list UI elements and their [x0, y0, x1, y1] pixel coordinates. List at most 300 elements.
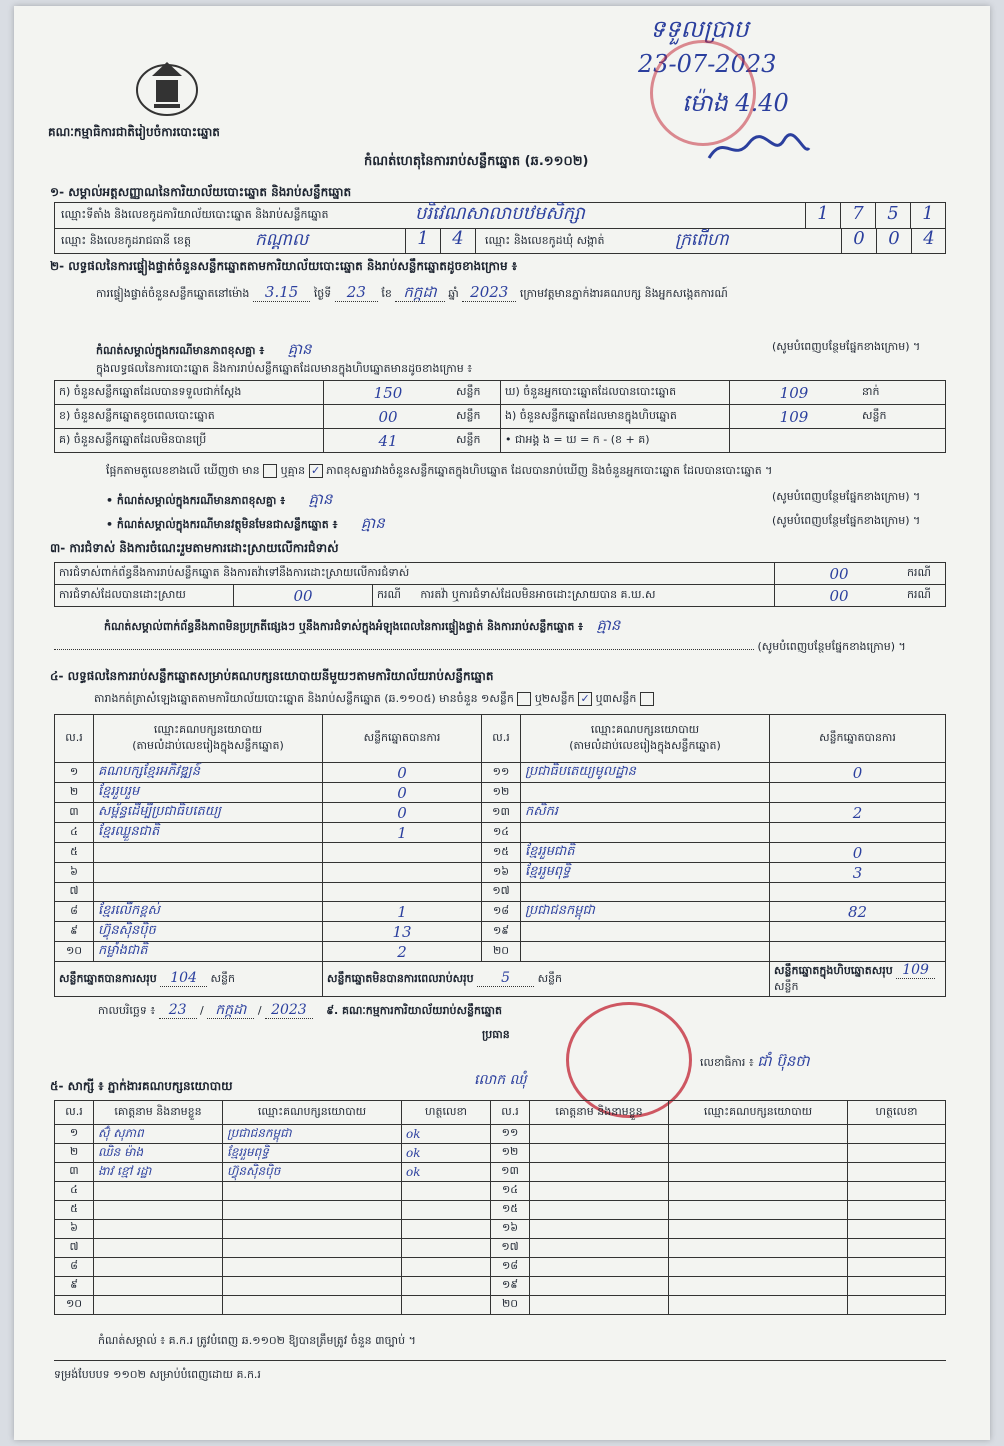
s4-opt2: ឬ២សន្លឹក — [534, 692, 575, 705]
witness-sign — [402, 1258, 491, 1277]
row-no: ៣ — [55, 803, 94, 823]
code-digit: 0 — [877, 228, 912, 253]
s2-row — [55, 405, 946, 429]
witness-sign — [848, 1163, 946, 1182]
s2-row-value-r — [730, 429, 859, 453]
date-line: កាលបរិច្ឆេទ ៖ 23 / កក្កដា / 2023 ៩. គណៈកម្មការការិយាល័យរាប់សន្លឹកឆ្នោត — [98, 1002, 502, 1018]
s4-intro-line — [94, 692, 944, 708]
date-month: កក្កដា — [207, 1002, 254, 1019]
row-no: ៤ — [55, 823, 94, 843]
party-name — [94, 863, 323, 883]
witness-party — [669, 1144, 848, 1163]
s2-row-label-r: • ជាអង្គ ង = ឃ = ក - (ខ + គ) — [501, 429, 730, 453]
section4-heading: ៤- លទ្ធផលនៃការរាប់សន្លឹកឆ្នោតសម្រាប់គណបក្សនយោបាយនីមួយៗតាមការិយាល័យរាប់សន្លឹកឆ្នោត — [50, 669, 494, 683]
vote-count: 2 — [323, 942, 482, 962]
vote-count: 0 — [770, 763, 946, 783]
vote-count: 2 — [770, 803, 946, 823]
table-row — [55, 763, 946, 783]
table-row — [55, 1220, 946, 1239]
row-no: ១៣ — [482, 803, 521, 823]
row-no: ៩ — [55, 1277, 94, 1296]
witness-party: ខ្មែររួមពុទ្ធិ — [223, 1144, 402, 1163]
party-name: កសិករ — [521, 803, 770, 823]
witness-sign — [402, 1201, 491, 1220]
witness-name — [530, 1163, 669, 1182]
s2-row-unit: សន្លឹក — [452, 405, 501, 429]
col-party-sub: (តាមលំដាប់លេខរៀងក្នុងសន្លឹកឆ្នោត) — [132, 738, 284, 752]
party-name: ហ៊្វុនស៊ិនប៉ិច — [94, 922, 323, 942]
sheet3-checkbox[interactable] — [640, 692, 654, 706]
diff-line — [106, 464, 946, 480]
s3-please-note: (សូមបំពេញបន្ថែមផ្នែកខាងក្រោម) ។ — [757, 640, 906, 653]
table-row — [55, 1239, 946, 1258]
bullet2-note: (សូមបំពេញបន្ថែមផ្នែកខាងក្រោម) ។ — [772, 514, 921, 527]
witness-sign — [402, 1296, 491, 1315]
day-value: 23 — [335, 283, 378, 302]
total-valid-unit: សន្លឹក — [210, 972, 235, 985]
table-row — [55, 803, 946, 823]
row-no: ១៦ — [491, 1220, 530, 1239]
s2-row-label-r: ឃ) ចំនួនអ្នកបោះឆ្នោតដែលបានបោះឆ្នោត — [501, 381, 730, 405]
witness-party — [669, 1163, 848, 1182]
bullet1-value: គ្មាន — [308, 490, 333, 508]
witness-party — [669, 1277, 848, 1296]
date-year: 2023 — [265, 1002, 313, 1019]
s2-row — [55, 429, 946, 453]
q-label: កំណត់សម្គាល់ក្នុងករណីមានភាពខុសគ្នា ៖ — [96, 344, 265, 357]
committee-label: ៩. គណៈកម្មការការិយាល័យរាប់សន្លឹកឆ្នោត — [326, 1004, 502, 1017]
table-row — [55, 1277, 946, 1296]
w-col-sign: ហត្ថលេខា — [848, 1101, 946, 1125]
row-no: ១១ — [482, 763, 521, 783]
s2-row-label: គ) ចំនួនសន្លឹកឆ្នោតដែលមិនបានប្រើ — [55, 429, 324, 453]
section2-heading: ២- លទ្ធផលនៃការផ្ទៀងផ្ទាត់ចំនួនសន្លឹកឆ្នោតតាមការិយាល័យបោះឆ្នោត និងរាប់សន្លឹកឆ្នោតដូចខាងក្រោម ៖ — [50, 259, 518, 273]
witness-name — [530, 1277, 669, 1296]
table-row — [55, 843, 946, 863]
row-no: ១៤ — [491, 1182, 530, 1201]
bullet2-value: គ្មាន — [360, 514, 385, 532]
witness-sign — [848, 1239, 946, 1258]
party-name — [94, 843, 323, 863]
witness-party — [223, 1277, 402, 1296]
witness-name: ស៊ុំ សុភាព — [94, 1125, 223, 1144]
witness-sign — [848, 1277, 946, 1296]
witness-name — [94, 1201, 223, 1220]
party-name — [521, 883, 770, 902]
section1-row1-label: ឈ្មោះទីតាំង និងលេខកូដការិយាល័យបោះឆ្នោត និងរាប់សន្លឹកឆ្នោត — [61, 208, 329, 221]
vote-count: 3 — [770, 863, 946, 883]
table-row — [55, 902, 946, 922]
total-valid-cell — [55, 962, 323, 997]
row-no: ១៣ — [491, 1163, 530, 1182]
row-no: ៦ — [55, 863, 94, 883]
witness-party — [669, 1239, 848, 1258]
vote-count — [770, 883, 946, 902]
diff-yes-checkbox[interactable] — [263, 464, 277, 478]
witness-name — [94, 1277, 223, 1296]
code-digit: 4 — [441, 228, 476, 253]
witness-sign: ok — [402, 1163, 491, 1182]
witness-sign — [848, 1296, 946, 1315]
row-no: ២ — [55, 783, 94, 803]
date-label: កាលបរិច្ឆេទ ៖ — [98, 1004, 156, 1017]
witness-name — [94, 1220, 223, 1239]
witness-party — [669, 1258, 848, 1277]
code-digit: 7 — [841, 203, 876, 228]
row-no: ៤ — [55, 1182, 94, 1201]
vote-count — [770, 783, 946, 803]
row-no: ១៥ — [482, 843, 521, 863]
witness-name — [530, 1144, 669, 1163]
party-name: ខ្មែររួបរួម — [94, 783, 323, 803]
section2-table — [54, 380, 946, 453]
s4-intro: តារាងកត់ត្រាសំឡេងឆ្នោតតាមការិយាល័យបោះឆ្នោត និងរាប់សន្លឹកឆ្នោត (ឆ.១១០៥) មានចំនួន ១សន្លឹក — [94, 692, 514, 705]
s2-row-label: ក) ចំនួនសន្លឹកឆ្នោតដែលបានទទួលជាក់ស្ដែង — [55, 381, 324, 405]
president-label: ប្រធាន — [482, 1028, 510, 1041]
witness-party — [669, 1125, 848, 1144]
table-row — [55, 1182, 946, 1201]
witness-sign — [402, 1277, 491, 1296]
vote-count: 0 — [323, 783, 482, 803]
section1-row2-label: ឈ្មោះ និងលេខកូដរាជធានី ខេត្ត — [61, 234, 191, 247]
table-row — [55, 1125, 946, 1144]
witness-name — [94, 1258, 223, 1277]
witness-sign — [848, 1201, 946, 1220]
row-no: ១៨ — [482, 902, 521, 922]
row-no: ១០ — [55, 942, 94, 962]
witness-party — [223, 1220, 402, 1239]
s3-note-dots — [54, 640, 946, 656]
vote-count: 0 — [323, 763, 482, 783]
section1-row2-value: កណ្ដាល — [255, 230, 309, 250]
witness-sign — [848, 1258, 946, 1277]
q-value: គ្មាន — [287, 340, 312, 358]
witness-name: ងាវ ខ្មៅ រដ្ឋា — [94, 1163, 223, 1182]
code-digit: 1 — [922, 203, 934, 224]
vote-count: 13 — [323, 922, 482, 942]
row-no: ២ — [55, 1144, 94, 1163]
total-valid-value: 104 — [160, 970, 207, 987]
row-no: ៨ — [55, 902, 94, 922]
bullet1-label: • កំណត់សម្គាល់ក្នុងករណីមានភាពខុសគ្នា ៖ — [106, 494, 286, 507]
s2-row-label-r: ង) ចំនួនសន្លឹកឆ្នោតដែលមានក្នុងហិបឆ្នោត — [501, 405, 730, 429]
table-row — [55, 883, 946, 902]
party-name: ប្រជាជនកម្ពុជា — [521, 902, 770, 922]
witness-sign — [848, 1182, 946, 1201]
row-no: ១១ — [491, 1125, 530, 1144]
date-day: 23 — [159, 1002, 197, 1019]
col-votes: សន្លឹកឆ្នោតបានការ — [770, 715, 946, 763]
row-no: ៧ — [55, 1239, 94, 1258]
party-name — [521, 922, 770, 942]
row-no: ៧ — [55, 883, 94, 902]
vote-count — [323, 843, 482, 863]
s2-row-value-r: 109 — [730, 381, 859, 405]
section1-row1-code — [805, 203, 945, 228]
table-row — [55, 1258, 946, 1277]
col-party — [94, 715, 323, 763]
row-no: ១៥ — [491, 1201, 530, 1220]
total-valid-label: សន្លឹកឆ្នោតបានការសរុប — [59, 972, 157, 985]
row-no: ១២ — [482, 783, 521, 803]
total-invalid-cell — [323, 962, 770, 997]
party-name: ខ្មែររួមជាតិ — [521, 843, 770, 863]
row-no: ១០ — [55, 1296, 94, 1315]
diff-text: ផ្អែកតាមតួលេខខាងលើ ឃើញថា មាន — [106, 464, 260, 477]
s3-note-label: កំណត់សម្គាល់ពាក់ព័ន្ធនឹងភាពមិនប្រក្រតីផ្សេងៗ ឬនឹងការជំទាស់ក្នុងអំឡុងពេលនៃការផ្ទៀងផ្ទាត់ និងការរាប់សន្លឹកឆ្នោត ៖ — [104, 620, 583, 633]
code-digit: 1 — [406, 228, 441, 253]
witness-name — [530, 1239, 669, 1258]
s4-opt3: ឬ៣សន្លឹក — [595, 692, 637, 705]
receipt-top: ទទួលប្រាប — [650, 15, 749, 43]
s2-row-unit: សន្លឹក — [452, 381, 501, 405]
witness-sign — [402, 1239, 491, 1258]
witness-name — [94, 1296, 223, 1315]
section1-row2-value-b: ក្រពើហា — [675, 230, 729, 250]
row-no: ៥ — [55, 843, 94, 863]
day-label: ថ្ងៃទី — [313, 287, 332, 300]
witness-party — [223, 1296, 402, 1315]
section1-row2-code — [405, 228, 476, 253]
section1-box — [54, 202, 946, 254]
col-no: ល.រ — [55, 715, 94, 763]
row-no: ៣ — [55, 1163, 94, 1182]
col-party — [521, 715, 770, 763]
secretary-line — [700, 1052, 810, 1074]
vote-count: 82 — [770, 902, 946, 922]
s3-row2-value: 00 — [234, 585, 373, 607]
s2-row — [55, 381, 946, 405]
row-no: ១៧ — [491, 1239, 530, 1258]
s2-row-unit-r — [858, 429, 946, 453]
w-col-name: គោត្តនាម និងនាមខ្លួន — [94, 1101, 223, 1125]
vote-count: 1 — [323, 823, 482, 843]
s3-row2-label: ការជំទាស់ដែលបានដោះស្រាយ — [55, 585, 234, 607]
witness-sign: ok — [402, 1125, 491, 1144]
year-value: 2023 — [462, 283, 516, 302]
w-col-sign: ហត្ថលេខា — [402, 1101, 491, 1125]
witness-name — [94, 1239, 223, 1258]
president-signature: លោក ឈុំ — [474, 1072, 527, 1088]
row-no: ១៧ — [482, 883, 521, 902]
sheet1-checkbox[interactable] — [517, 692, 531, 706]
signature-top-icon — [704, 128, 814, 172]
witness-name — [530, 1125, 669, 1144]
witness-party — [223, 1201, 402, 1220]
witness-name — [530, 1296, 669, 1315]
s3-row2-label-b: ការតវ៉ា ឬការជំទាស់ដែលមិនអាចដោះស្រាយបាន គ.ឃ.ស — [420, 587, 656, 601]
footnote: កំណត់សម្គាល់ ៖ គ.ក.រ ត្រូវបំពេញ ឆ.១១០២ ឱ្យបានត្រឹមត្រូវ ចំនួន ៣ច្បាប់ ។ — [98, 1334, 416, 1347]
total-box-unit: សន្លឹក — [774, 980, 799, 993]
results-table — [54, 714, 946, 997]
table-row — [55, 1163, 946, 1182]
w-col-no: ល.រ — [491, 1101, 530, 1125]
row-no: ៥ — [55, 1201, 94, 1220]
witness-name — [530, 1220, 669, 1239]
witness-party — [669, 1220, 848, 1239]
section2-time-line — [96, 283, 936, 305]
total-box-value: 109 — [896, 962, 935, 979]
total-box-label: សន្លឹកឆ្នោតក្នុងហិបឆ្នោតសរុប — [774, 964, 893, 977]
party-name: ខ្មែរលើកខ្ពស់ — [94, 902, 323, 922]
row-no: ២០ — [482, 942, 521, 962]
month-label: ខែ — [381, 287, 392, 300]
form-note: ទម្រង់បែបបទ ១១០២ សម្រាប់បំពេញដោយ គ.ក.រ — [54, 1368, 261, 1381]
s2-row-value: 150 — [324, 381, 453, 405]
party-name: កម្លាំងជាតិ — [94, 942, 323, 962]
time-value: 3.15 — [253, 283, 310, 302]
witness-sign — [402, 1182, 491, 1201]
total-invalid-value: 5 — [477, 970, 534, 987]
party-name: ខ្មែរឈ្លួនជាតិ — [94, 823, 323, 843]
diff-rest: ភាពខុសគ្នារវាងចំនួនសន្លឹកឆ្នោតក្នុងហិបឆ្នោត ដែលបានរាប់ឃើញ និងចំនួនអ្នកបោះឆ្នោត ដែលបានបោះឆ្នោត ។ — [326, 464, 773, 477]
form-sheet — [14, 6, 990, 1440]
witness-party — [223, 1182, 402, 1201]
row-no: ១៩ — [482, 922, 521, 942]
code-digit: 0 — [842, 228, 877, 253]
witness-sign — [402, 1220, 491, 1239]
witness-sign — [848, 1125, 946, 1144]
s2-row-unit: សន្លឹក — [452, 429, 501, 453]
row-no: ៨ — [55, 1258, 94, 1277]
table-row — [55, 922, 946, 942]
table-row — [55, 1296, 946, 1315]
s2-row-unit-r: នាក់ — [858, 381, 946, 405]
party-name: សម្ព័ន្ធដើម្បីប្រជាធិបតេយ្យ — [94, 803, 323, 823]
code-digit: 4 — [923, 228, 935, 249]
s3-row2-mid — [373, 585, 775, 607]
witness-name — [530, 1182, 669, 1201]
row-no: ៦ — [55, 1220, 94, 1239]
section3-table — [54, 562, 946, 607]
row-no: ២០ — [491, 1296, 530, 1315]
party-name: ប្រជាធិបតេយ្យមូលដ្ឋាន — [521, 763, 770, 783]
party-name — [521, 942, 770, 962]
diff-no-checkbox[interactable]: ✓ — [309, 464, 323, 478]
page-title: កំណត់ហេតុនៃការរាប់សន្លឹកឆ្នោត (ឆ.១១០២) — [364, 154, 589, 169]
table-row — [55, 783, 946, 803]
s3-note-line — [104, 616, 954, 638]
party-name — [521, 823, 770, 843]
time-label: ការផ្ទៀងផ្ទាត់ចំនួនសន្លឹកឆ្នោតនៅម៉ោង — [96, 287, 250, 300]
s3-row1-unit: ករណី — [903, 563, 946, 585]
w-col-no: ល.រ — [55, 1101, 94, 1125]
witness-party: ហ៊្វុនស៊ិនប៉ិច — [223, 1163, 402, 1182]
witness-party — [669, 1201, 848, 1220]
s3-row2-unit-b: ករណី — [903, 585, 946, 607]
bullet2-line — [106, 514, 946, 536]
vote-count — [770, 922, 946, 942]
row-no: ១២ — [491, 1144, 530, 1163]
table-row — [55, 863, 946, 883]
row-no: ១៩ — [491, 1277, 530, 1296]
bullet1-line — [106, 490, 946, 512]
table-row — [55, 1201, 946, 1220]
party-name: ខ្មែររួមពុទ្ធិ — [521, 863, 770, 883]
continuation-text: ក្រោមវត្តមានភ្នាក់ងារគណបក្ស និងអ្នកសង្កេតការណ៍ — [519, 287, 728, 300]
s2-row-value: 00 — [324, 405, 453, 429]
section1-row2-label-b: ឈ្មោះ និងលេខកូដឃុំ សង្កាត់ — [485, 234, 605, 247]
row-no: ១ — [55, 763, 94, 783]
party-name — [94, 883, 323, 902]
section2-intro: ក្នុងលទ្ធផលនៃការបោះឆ្នោត និងការរាប់សន្លឹកឆ្នោតដែលមានក្នុងហិបឆ្នោតមានដូចខាងក្រោម ៖ — [96, 362, 473, 375]
month-value: កក្កដា — [395, 283, 444, 302]
table-row — [55, 942, 946, 962]
col-party-sub: (តាមលំដាប់លេខរៀងក្នុងសន្លឹកឆ្នោត) — [569, 738, 721, 752]
s3-row1-value: 00 — [775, 563, 904, 585]
col-party-label: ឈ្មោះគណបក្សនយោបាយ — [590, 722, 700, 736]
total-invalid-unit: សន្លឹក — [537, 972, 563, 985]
s2-row-value-r: 109 — [730, 405, 859, 429]
table-row — [55, 823, 946, 843]
s2-row-unit-r: សន្លឹក — [858, 405, 946, 429]
row-no: ១៨ — [491, 1258, 530, 1277]
witness-sign — [848, 1144, 946, 1163]
receipt-time: ម៉ោង 4.40 — [682, 89, 789, 117]
witness-party — [223, 1258, 402, 1277]
row-no: ៩ — [55, 922, 94, 942]
witness-sign — [848, 1220, 946, 1239]
section1-heading: ១- សម្គាល់អត្តសញ្ញាណនៃការិយាល័យបោះឆ្នោត និងរាប់សន្លឹកឆ្នោត — [50, 185, 352, 199]
sheet2-checkbox[interactable]: ✓ — [578, 692, 592, 706]
vote-count — [770, 942, 946, 962]
witness-party — [669, 1296, 848, 1315]
s3-row2-value-b: 00 — [775, 585, 904, 607]
org-name: គណៈកម្មាធិការជាតិរៀបចំការបោះឆ្នោត — [48, 125, 220, 139]
receipt-date: 23-07-2023 — [638, 50, 777, 78]
q-note: (សូមបំពេញបន្ថែមផ្នែកខាងក្រោម) ។ — [772, 340, 921, 353]
vote-count — [770, 823, 946, 843]
total-invalid-label: សន្លឹកឆ្នោតមិនបានការពេលរាប់សរុប — [327, 972, 474, 985]
emblem-icon — [132, 56, 202, 118]
witness-table — [54, 1100, 946, 1315]
party-name — [521, 783, 770, 803]
section2-q-line — [96, 340, 946, 362]
year-label: ឆ្នាំ — [448, 287, 459, 300]
section5-heading: ៥- សាក្សី ៖ ភ្នាក់ងារគណបក្សនយោបាយ — [50, 1079, 233, 1093]
vote-count: 1 — [323, 902, 482, 922]
secretary-value: ជាំ ប៊ុនថា — [757, 1052, 810, 1070]
diff-opt: ឬគ្មាន — [280, 464, 306, 477]
secretary-label: លេខាធិការ ៖ — [700, 1056, 754, 1069]
w-col-party: ឈ្មោះគណបក្សនយោបាយ — [223, 1101, 402, 1125]
vote-count: 0 — [323, 803, 482, 823]
total-box-cell — [770, 962, 946, 997]
s2-row-value: 41 — [324, 429, 453, 453]
s3-note-value: គ្មាន — [596, 616, 621, 634]
witness-name — [530, 1258, 669, 1277]
bullet2-label: • កំណត់សម្គាល់ក្នុងករណីមានវត្ថុមិនមែនជាសន្លឹកឆ្នោត ៖ — [106, 518, 338, 531]
witness-sign: ok — [402, 1144, 491, 1163]
party-name: គណបក្សខ្មែរអភិវឌ្ឍន៍ — [94, 763, 323, 783]
vote-count: 0 — [770, 843, 946, 863]
col-votes: សន្លឹកឆ្នោតបានការ — [323, 715, 482, 763]
witness-party — [223, 1239, 402, 1258]
witness-name — [94, 1182, 223, 1201]
w-col-party: ឈ្មោះគណបក្សនយោបាយ — [669, 1101, 848, 1125]
code-digit: 5 — [876, 203, 911, 228]
row-no: ១៤ — [482, 823, 521, 843]
s3-row2-unit: ករណី — [377, 587, 401, 601]
w-col-name: គោត្តនាម និងនាមខ្លួន — [530, 1101, 669, 1125]
section1-row1-value: បរិវេណសាលាបឋមសិក្សា — [415, 203, 585, 224]
witness-party — [669, 1182, 848, 1201]
bullet1-note: (សូមបំពេញបន្ថែមផ្នែកខាងក្រោម) ។ — [772, 490, 921, 503]
code-digit: 1 — [806, 203, 841, 228]
witness-name — [530, 1201, 669, 1220]
col-no: ល.រ — [482, 715, 521, 763]
section3-heading: ៣- ការជំទាស់ និងការចំណេះរួមតាមការដោះស្រាយលើការជំទាស់ — [50, 541, 339, 555]
